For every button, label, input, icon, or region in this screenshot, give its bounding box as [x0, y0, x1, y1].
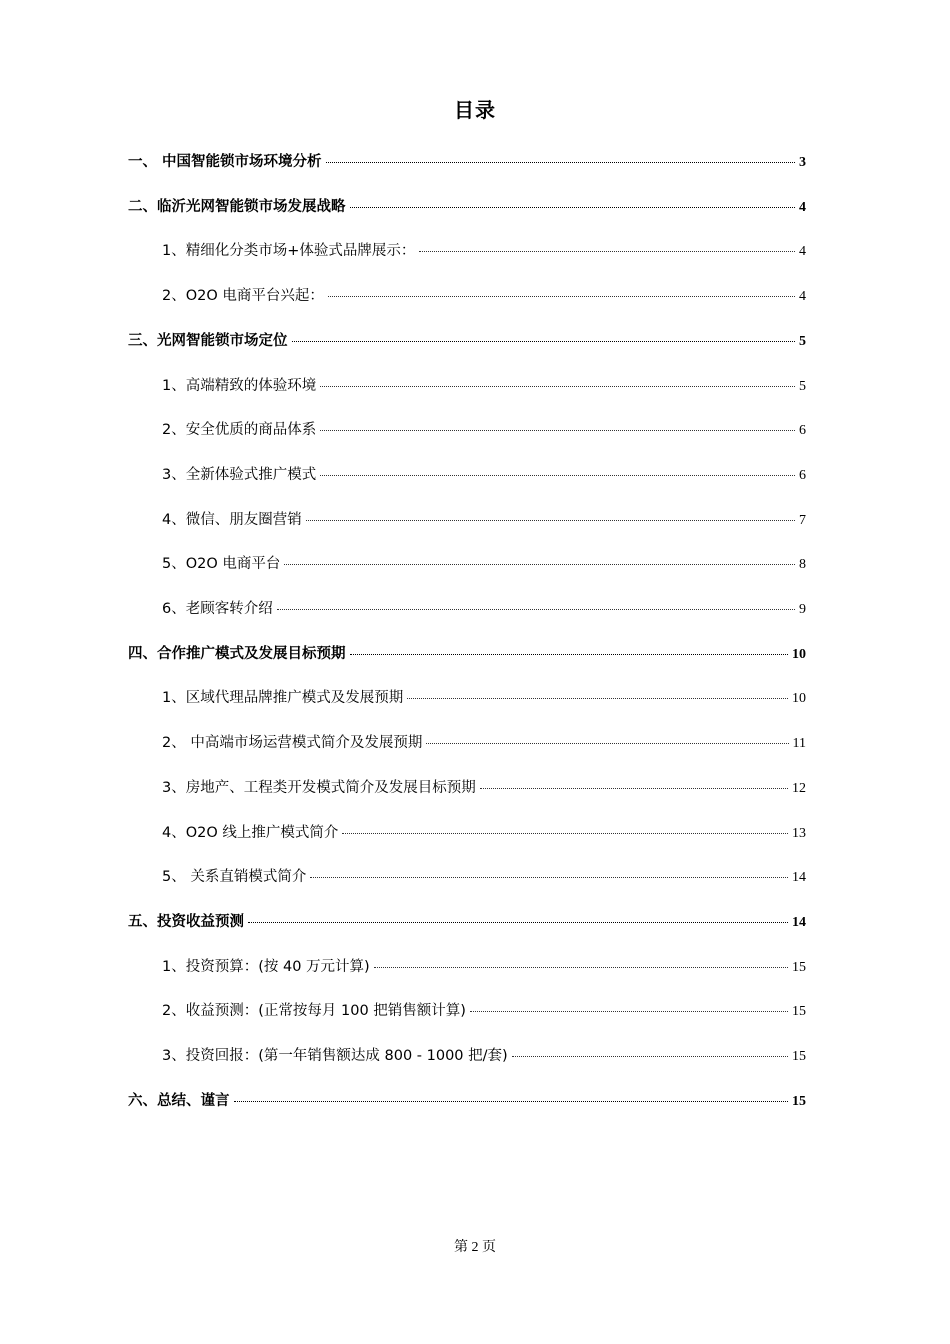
- toc-page-number: 4: [799, 199, 806, 215]
- toc-entry-label: 二、临沂光网智能锁市场发展战略: [128, 198, 346, 215]
- toc-dot-leader: [328, 296, 795, 297]
- toc-page-number: 7: [799, 512, 806, 528]
- toc-subsection-entry[interactable]: [162, 597, 806, 623]
- toc-subsection-entry[interactable]: [162, 999, 806, 1025]
- toc-entry-label: 6、老顾客转介绍: [162, 601, 273, 617]
- toc-subsection-entry[interactable]: [162, 418, 806, 444]
- toc-section-entry[interactable]: [128, 150, 806, 176]
- toc-entry-label: 一、 中国智能锁市场环境分析: [128, 154, 322, 170]
- toc-entry-label: 1、区域代理品牌推广模式及发展预期: [162, 690, 404, 707]
- toc-subsection-entry[interactable]: [162, 955, 806, 981]
- toc-page-number: 5: [799, 333, 806, 349]
- toc-subsection-entry[interactable]: [162, 374, 806, 400]
- toc-entry-label: 4、微信、朋友圈营销: [162, 511, 302, 528]
- toc-dot-leader: [350, 654, 789, 655]
- toc-entry-label: 2、收益预测：(正常按每月 100 把销售额计算): [162, 1003, 466, 1020]
- toc-dot-leader: [320, 475, 795, 476]
- toc-dot-leader: [248, 922, 788, 923]
- toc-dot-leader: [292, 341, 796, 342]
- toc-dot-leader: [326, 162, 795, 163]
- toc-section-entry[interactable]: [128, 195, 806, 221]
- toc-subsection-entry[interactable]: [162, 552, 806, 578]
- toc-section-entry[interactable]: [128, 1089, 806, 1115]
- toc-entry-label: 5、 关系直销模式简介: [162, 869, 307, 886]
- toc-dot-leader: [419, 251, 795, 252]
- toc-dot-leader: [374, 967, 788, 968]
- toc-entry-label: 2、安全优质的商品体系: [162, 422, 317, 439]
- toc-section-entry[interactable]: [128, 910, 806, 936]
- toc-entry-label: 五、投资收益预测: [128, 913, 244, 930]
- toc-entry-label: 4、O2O 线上推广模式简介: [162, 824, 339, 841]
- toc-dot-leader: [320, 430, 795, 431]
- toc-subsection-entry[interactable]: [162, 239, 806, 265]
- toc-entry-label: 3、房地产、工程类开发模式简介及发展目标预期: [162, 779, 476, 796]
- page-number-footer: 第 2 页: [454, 1240, 496, 1255]
- toc-entry-label: 5、O2O 电商平台: [162, 556, 281, 573]
- toc-dot-leader: [407, 698, 788, 699]
- toc-dot-leader: [310, 877, 788, 878]
- toc-page-number: 10: [792, 691, 806, 707]
- toc-page-number: 12: [792, 780, 806, 796]
- toc-subsection-entry[interactable]: [162, 865, 806, 891]
- toc-page-number: 4: [799, 289, 806, 305]
- toc-page-number: 8: [799, 557, 806, 573]
- toc-entry-label: 3、投资回报：(第一年销售额达成 800 - 1000 把/套): [162, 1048, 508, 1064]
- toc-page-number: 9: [799, 602, 806, 617]
- toc-page-number: 15: [792, 1049, 806, 1064]
- toc-page-number: 4: [799, 244, 806, 260]
- toc-entry-label: 1、投资预算：(按 40 万元计算): [162, 958, 370, 975]
- toc-page-number: 10: [792, 646, 806, 662]
- toc-page-number: 15: [792, 1004, 806, 1020]
- toc-subsection-entry[interactable]: [162, 463, 806, 489]
- toc-page-number: 15: [792, 959, 806, 975]
- toc-page-number: 5: [799, 378, 806, 394]
- toc-entry-label: 2、O2O 电商平台兴起：: [162, 288, 324, 305]
- toc-page-number: 11: [792, 736, 806, 752]
- toc-subsection-entry[interactable]: [162, 776, 806, 802]
- toc-page-number: 14: [792, 870, 806, 886]
- toc-title: 目录: [454, 98, 496, 122]
- toc-entry-label: 1、精细化分类市场+体验式品牌展示：: [162, 243, 416, 260]
- toc-entry-label: 2、 中高端市场运营模式简介及发展预期: [162, 735, 423, 752]
- toc-page-number: 14: [792, 914, 806, 930]
- toc-dot-leader: [426, 743, 788, 744]
- toc-entry-label: 三、光网智能锁市场定位: [128, 332, 288, 349]
- toc-page-number: 3: [799, 155, 806, 170]
- toc-subsection-entry[interactable]: [162, 508, 806, 534]
- toc-dot-leader: [277, 609, 795, 610]
- toc-page-number: 15: [792, 1093, 806, 1109]
- toc-dot-leader: [320, 386, 795, 387]
- toc-page-number: 6: [799, 467, 806, 483]
- toc-entry-label: 六、总结、谨言: [128, 1092, 230, 1109]
- toc-subsection-entry[interactable]: [162, 731, 806, 757]
- toc-subsection-entry[interactable]: [162, 1044, 806, 1070]
- toc-entry-label: 四、合作推广模式及发展目标预期: [128, 645, 346, 662]
- toc-dot-leader: [350, 207, 796, 208]
- toc-dot-leader: [284, 564, 795, 565]
- toc-dot-leader: [512, 1056, 788, 1057]
- toc-entry-label: 1、高端精致的体验环境: [162, 377, 317, 394]
- toc-dot-leader: [480, 788, 788, 789]
- toc-page-number: 13: [792, 825, 806, 841]
- toc-dot-leader: [306, 520, 795, 521]
- toc-subsection-entry[interactable]: [162, 821, 806, 847]
- toc-page-number: 6: [799, 423, 806, 439]
- toc-dot-leader: [470, 1011, 788, 1012]
- toc-section-entry[interactable]: [128, 329, 806, 355]
- toc-dot-leader: [342, 833, 788, 834]
- toc-subsection-entry[interactable]: [162, 686, 806, 712]
- toc-entry-label: 3、全新体验式推广模式: [162, 466, 317, 483]
- toc-section-entry[interactable]: [128, 642, 806, 668]
- toc-subsection-entry[interactable]: [162, 284, 806, 310]
- toc-dot-leader: [234, 1101, 789, 1102]
